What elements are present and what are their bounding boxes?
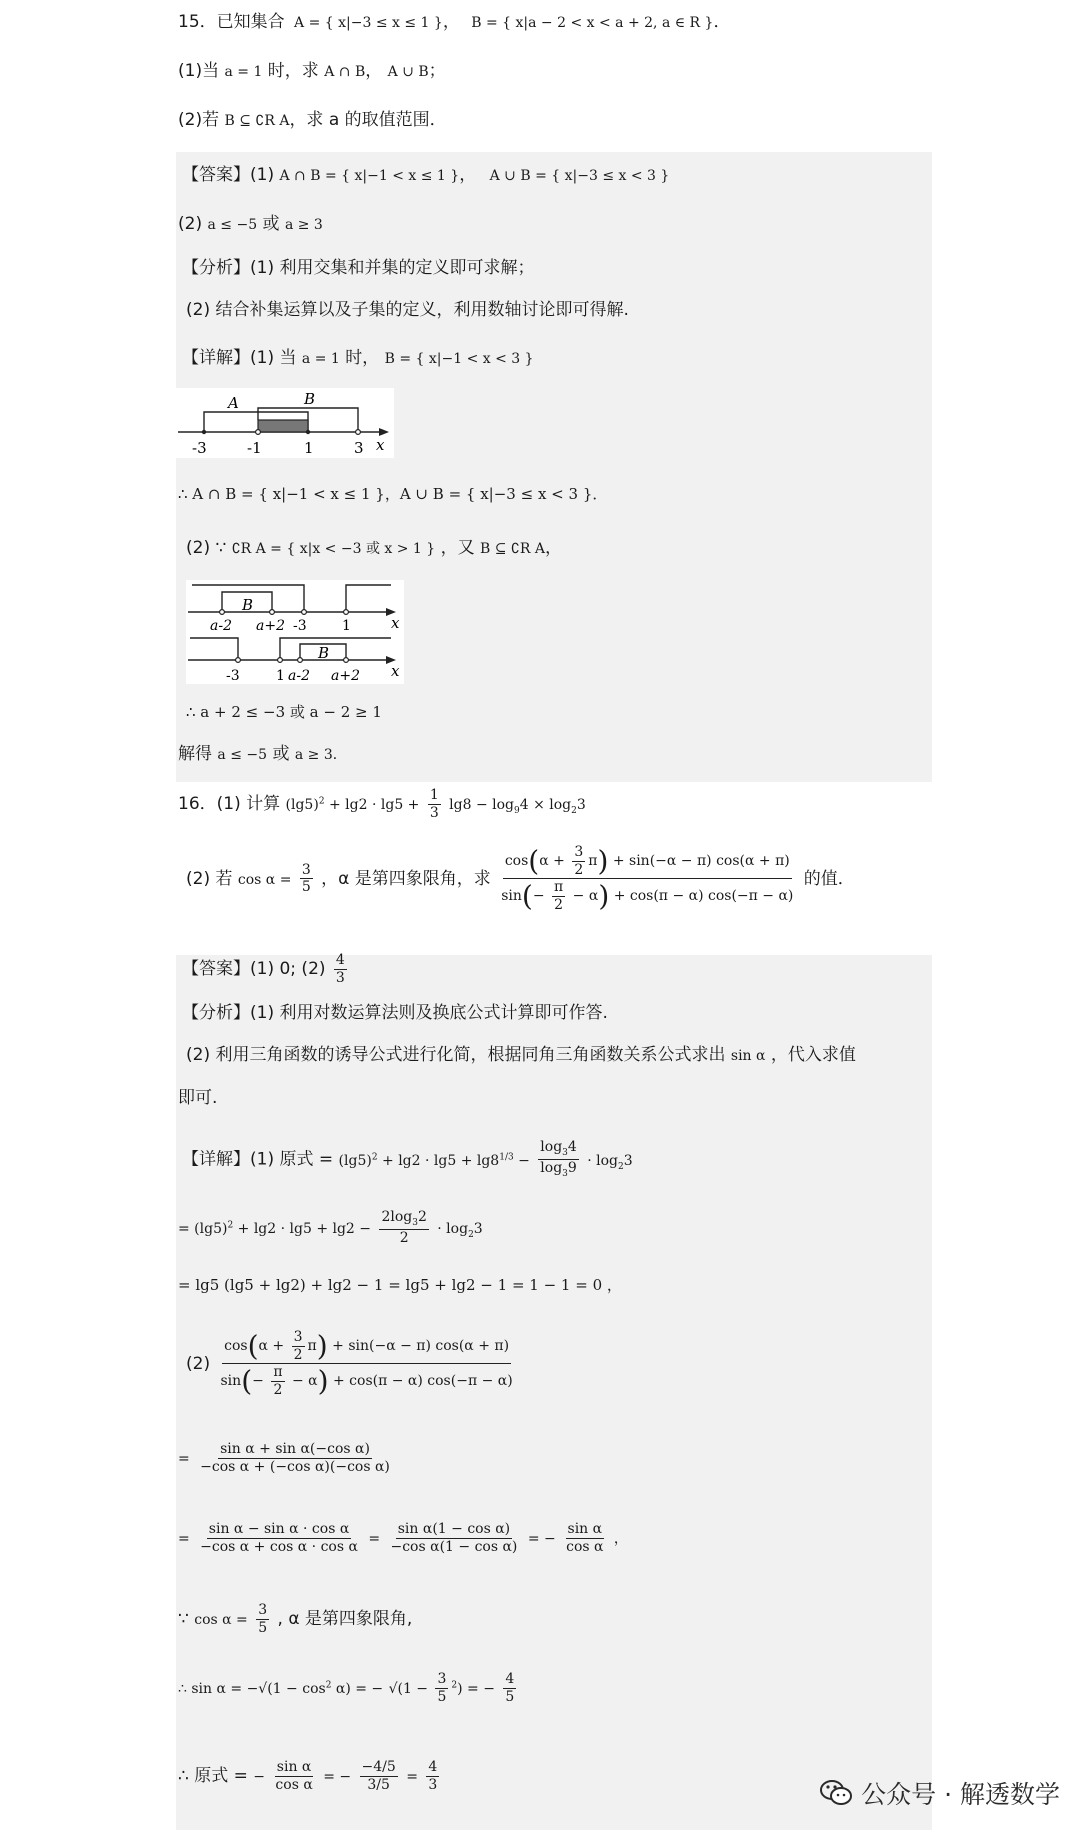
fig2-bottom-tick-label: 1 [276, 668, 285, 684]
fig1-tick-label: 1 [304, 439, 314, 457]
q15-analysis2: (2) 结合补集运算以及子集的定义，利用数轴讨论即可得解. [186, 300, 629, 320]
fig1-axis-x: x [376, 436, 385, 454]
fig2-bottom-axis-x: x [391, 662, 400, 680]
q15-answer2: (2) a ≤ −5 或 a ≥ 3 [178, 214, 323, 234]
fig2-top-tick-label: a-2 [210, 618, 232, 634]
fig2-bottom-tick-label: a-2 [288, 668, 310, 684]
q16-detail2-step2: = $\frac{\text{sin α + sin α(−cos α)}}{\text{−cos α + (−cos α)(−cos α)}}$ [178, 1441, 390, 1475]
watermark-text: 公众号 · 解透数学 [861, 1780, 1060, 1809]
fig1-tick-label: -1 [247, 439, 262, 457]
fig2-top-label-b: B [242, 596, 254, 614]
q16-part2: (2) 若 cos α = $\frac{3}{5}$ ，α 是第四象限角，求 cos(α + $\frac{3}{2}$ π) + sin(−α − π) cos(α + π) sin(− $\frac{\pi}{2}$ − α) + cos(π − α) cos(−π − α) 的值． [186, 844, 855, 914]
fig2-top-tick-label: a+2 [256, 618, 285, 634]
q16-answer: 【答案】(1) 0; (2) $\frac{4}{3}$ [182, 952, 345, 986]
fig1-label-b: B [304, 390, 316, 408]
q16-detail1: 【详解】(1) 原式 = $(\lg 5)^2 + \lg 2 \cdot \lg 5 + \lg 8^{1/3}$ − $\frac{\log_34}{\log_39}$ · $\log_23$ [182, 1139, 633, 1180]
q15-solve: 解得 a ≤ −5 或 a ≥ 3． [178, 744, 347, 764]
q16-sin-calc: ∴ $\sin \alpha = -√(1 - \cos^2 \alpha)$ = − √(1 − $\frac{3}{5}$ $^2$) = − $\frac{4}{5}$ [178, 1671, 515, 1705]
fig2-top-axis-x: x [391, 614, 400, 632]
q15-stem: 15．已知集合 A = { x|−3 ≤ x ≤ 1 }， B = { x|a − 2 < x < a + 2, a ∈ R }． [178, 12, 731, 32]
q15-part2: (2)若 B ⊆ ∁R A，求 a 的取值范围． [178, 110, 447, 130]
q16-analysis1: 【分析】(1) 利用对数运算法则及换底公式计算即可作答. [182, 1003, 608, 1023]
fig1-tick-label: -3 [192, 439, 207, 457]
q15-part1: (1)当 a = 1 时，求 A ∩ B， A ∪ B； [178, 61, 446, 81]
q16-detail2-step3: = $\frac{\text{sin α − sin α · cos α}}{\text{−cos α + cos α · cos α}}$ = $\frac{\text{sin α(1 − cos α)}}{\text{−cos α(1 − cos α)}}$ = − $\frac{\text{sin α}}{\text{cos α}}$ ， [178, 1521, 628, 1555]
q16-part1: 16．(1) 计算 $(\lg 5)^2 + \lg 2 \cdot \lg 5$ + $\frac{1}{3}$ $\lg 8 - \log_94 \times \log_23$ [178, 787, 586, 821]
fig2-top-tick-label: 1 [342, 618, 351, 634]
q16-given: ∵ cos α = $\frac{3}{5}$ , α 是第四象限角, [178, 1602, 413, 1636]
q16-detail2: (2) cos(α + $\frac{3}{2}$ π) + sin(−α − π) cos(α + π) sin(− $\frac{\pi}{2}$ − α) + cos(π − α) cos(−π − α) [186, 1329, 513, 1399]
wechat-icon [819, 1778, 853, 1808]
q15-result1: ∴ A ∩ B = { x|−1 < x ≤ 1 }，A ∪ B = { x|−3 ≤ x < 3 }． [178, 485, 608, 503]
q16-analysis2-cont: 即可. [178, 1088, 218, 1108]
q15-detail1: 【详解】(1) 当 a = 1 时， B = { x|−1 < x < 3 } [182, 348, 534, 368]
number-line-figure-2 [186, 580, 404, 684]
watermark [819, 1775, 1060, 1811]
fig2-bottom-tick-label: -3 [226, 668, 240, 684]
fig2-bottom-tick-label: a+2 [331, 668, 360, 684]
fig1-label-a: A [228, 394, 239, 412]
q15-analysis1: 【分析】(1) 利用交集和并集的定义即可求解； [182, 258, 535, 278]
fig2-top-tick-label: -3 [293, 618, 307, 634]
q16-analysis2: (2) 利用三角函数的诱导公式进行化简，根据同角三角函数关系公式求出 sin α ，代入求值 [186, 1045, 856, 1065]
q16-final: ∴ 原式 = − $\frac{\text{sin α}}{\text{cos α}}$ = − $\frac{-4/5}{3/5}$ = $\frac{4}{3}$ [178, 1759, 438, 1793]
q16-detail1-step2: = $(\lg 5)^2 + \lg 2 \cdot \lg 5 + \lg 2$ − $\frac{2\log_32}{2}$ · $\log_23$ [178, 1209, 483, 1247]
q16-detail1-step3: = lg5 (lg5 + lg2) + lg2 − 1 = lg5 + lg2 − 1 = 1 − 1 = 0 ， [178, 1276, 622, 1294]
q15-answer: 【答案】(1) A ∩ B = { x|−1 < x ≤ 1 }， A ∪ B = { x|−3 ≤ x < 3 } [182, 165, 670, 185]
q15-result2: ∴ a + 2 ≤ −3 或 a − 2 ≥ 1 [186, 703, 382, 721]
answer-block-15 [176, 152, 932, 782]
fig1-tick-label: 3 [354, 439, 364, 457]
q15-detail2: (2) ∵ ∁R A = { x|x < −3 或 x > 1 } ，又 B ⊆ ∁R A， [186, 538, 562, 558]
number-line-figure-1 [176, 388, 394, 458]
fig2-bottom-label-b: B [318, 644, 330, 662]
